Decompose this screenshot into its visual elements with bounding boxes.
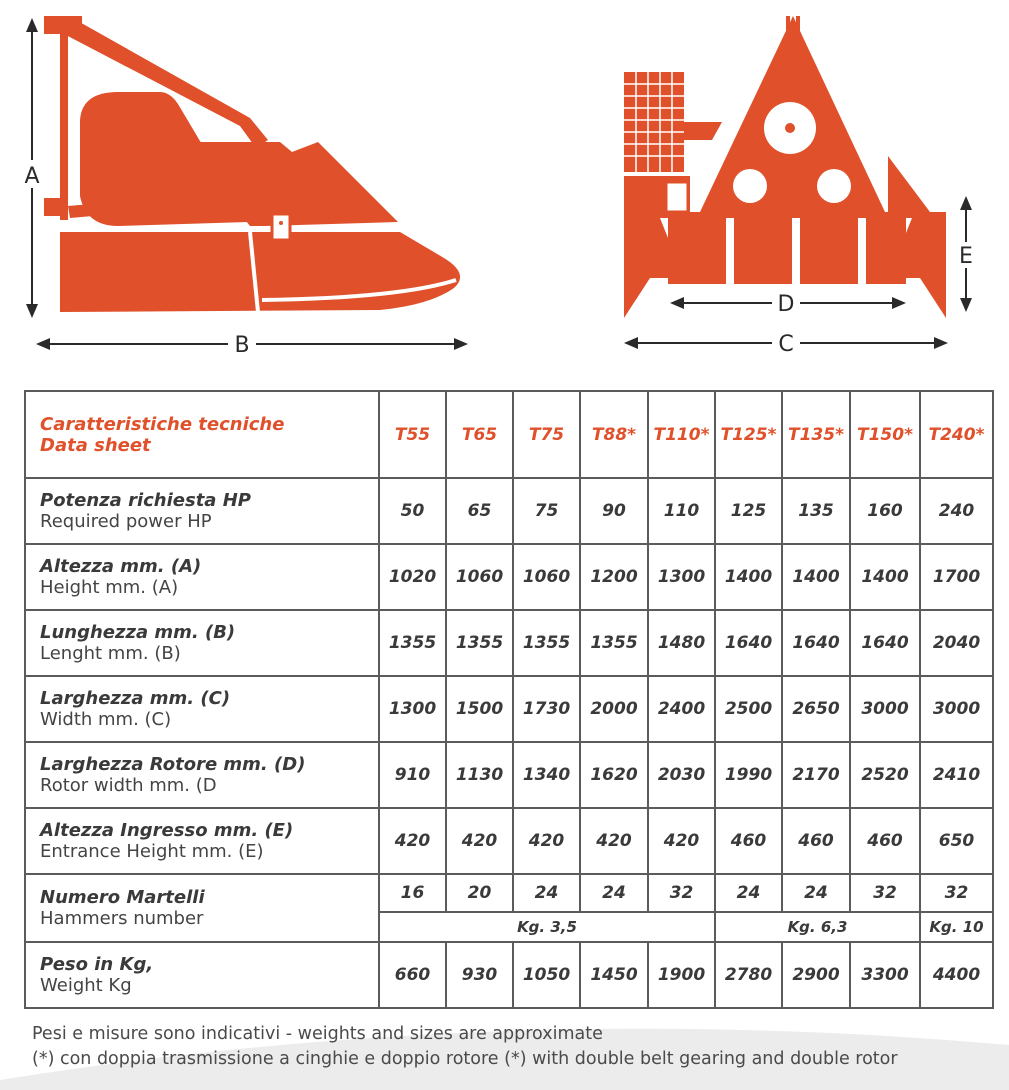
table-cell: 2520	[850, 742, 920, 808]
footnote-double-rotor: (*) con doppia trasmissione a cinghie e doppio rotore (*) with double belt gearing and double rotor	[32, 1049, 898, 1069]
row-label-en: Weight Kg	[40, 975, 132, 996]
table-cell: 460	[715, 808, 782, 874]
table-cell: 90	[580, 478, 648, 544]
table-cell: 1300	[379, 676, 446, 742]
table-row-hammers	[25, 874, 993, 912]
table-cell: 1200	[580, 544, 648, 610]
header-label-it: Caratteristiche tecniche	[40, 413, 285, 435]
model-header: T75	[513, 391, 580, 478]
model-header: T135*	[782, 391, 850, 478]
table-cell: 660	[379, 942, 446, 1008]
row-label-en: Entrance Height mm. (E)	[40, 841, 264, 862]
table-cell: 1730	[513, 676, 580, 742]
row-label-en: Height mm. (A)	[40, 577, 179, 598]
table-cell: 2040	[920, 610, 993, 676]
row-label	[25, 676, 379, 742]
footnote-approximate: Pesi e misure sono indicativi - weights and sizes are approximate	[32, 1024, 603, 1044]
model-header: T125*	[715, 391, 782, 478]
table-cell: 4400	[920, 942, 993, 1008]
table-row-length	[25, 610, 993, 676]
table-cell: 75	[513, 478, 580, 544]
row-label-en: Width mm. (C)	[40, 709, 172, 730]
table-cell: 1990	[715, 742, 782, 808]
table-cell: 420	[446, 808, 513, 874]
table-cell: 1020	[379, 544, 446, 610]
row-label-en: Required power HP	[40, 511, 212, 532]
table-cell: 2650	[782, 676, 850, 742]
model-header: T110*	[648, 391, 715, 478]
footnotes	[32, 1022, 898, 1072]
table-cell: 1400	[782, 544, 850, 610]
table-header-row	[25, 391, 993, 478]
table-cell: 650	[920, 808, 993, 874]
pulley-left-icon	[733, 169, 767, 203]
model-header: T88*	[580, 391, 648, 478]
table-cell: 1640	[850, 610, 920, 676]
table-cell: 32	[920, 874, 993, 912]
row-label	[25, 742, 379, 808]
table-cell: 1640	[715, 610, 782, 676]
table-cell: 1060	[513, 544, 580, 610]
table-row-power	[25, 478, 993, 544]
side-view-diagram	[0, 0, 500, 370]
table-cell: 1355	[379, 610, 446, 676]
table-cell: 1500	[446, 676, 513, 742]
hammer-weight-cell: Kg. 10	[920, 912, 993, 942]
row-label-it: Potenza richiesta HP	[40, 490, 251, 511]
row-label	[25, 808, 379, 874]
hammer-weight-cell: Kg. 3,5	[379, 912, 715, 942]
table-cell: 3300	[850, 942, 920, 1008]
row-label-it: Larghezza Rotore mm. (D)	[40, 754, 306, 775]
row-label-it: Larghezza mm. (C)	[40, 688, 231, 709]
table-cell: 1130	[446, 742, 513, 808]
table-cell: 1355	[446, 610, 513, 676]
table-cell: 2030	[648, 742, 715, 808]
table-cell: 2400	[648, 676, 715, 742]
table-cell: 420	[379, 808, 446, 874]
table-cell: 2170	[782, 742, 850, 808]
hammer-weight-cell: Kg. 6,3	[715, 912, 920, 942]
row-label-it: Lunghezza mm. (B)	[40, 622, 236, 643]
table-cell: 460	[782, 808, 850, 874]
table-cell: 240	[920, 478, 993, 544]
table-cell: 1355	[513, 610, 580, 676]
table-cell: 1060	[446, 544, 513, 610]
table-cell: 2500	[715, 676, 782, 742]
table-cell: 1900	[648, 942, 715, 1008]
table-cell: 160	[850, 478, 920, 544]
table-cell: 1355	[580, 610, 648, 676]
table-cell: 135	[782, 478, 850, 544]
row-label-en: Hammers number	[40, 908, 204, 929]
row-label	[25, 478, 379, 544]
table-cell: 2410	[920, 742, 993, 808]
table-cell: 24	[782, 874, 850, 912]
row-label	[25, 544, 379, 610]
table-cell: 50	[379, 478, 446, 544]
spec-table	[24, 390, 994, 1009]
dimension-label-c: C	[778, 332, 794, 357]
table-row-entrance-height	[25, 808, 993, 874]
table-cell: 1640	[782, 610, 850, 676]
model-header: T65	[446, 391, 513, 478]
table-cell: 1300	[648, 544, 715, 610]
table-cell: 32	[850, 874, 920, 912]
header-label-en: Data sheet	[40, 434, 151, 456]
table-cell: 1700	[920, 544, 993, 610]
table-cell: 1480	[648, 610, 715, 676]
table-cell: 24	[715, 874, 782, 912]
model-header: T55	[379, 391, 446, 478]
table-cell: 1620	[580, 742, 648, 808]
dimension-label-d: D	[777, 292, 795, 317]
table-cell: 420	[580, 808, 648, 874]
table-cell: 20	[446, 874, 513, 912]
table-cell: 3000	[850, 676, 920, 742]
row-label-it: Peso in Kg,	[40, 954, 154, 975]
row-label-en: Rotor width mm. (D	[40, 775, 217, 796]
table-row-rotor-width	[25, 742, 993, 808]
row-label-en: Lenght mm. (B)	[40, 643, 181, 664]
table-cell: 16	[379, 874, 446, 912]
front-view-diagram	[600, 0, 1009, 370]
dimension-label-a: A	[24, 164, 40, 189]
table-cell: 420	[513, 808, 580, 874]
row-label-it: Numero Martelli	[40, 887, 205, 908]
table-cell: 110	[648, 478, 715, 544]
table-cell: 1050	[513, 942, 580, 1008]
table-cell: 420	[648, 808, 715, 874]
table-row-height	[25, 544, 993, 610]
table-header-label	[25, 391, 379, 478]
table-cell: 1400	[715, 544, 782, 610]
table-cell: 24	[513, 874, 580, 912]
table-cell: 2900	[782, 942, 850, 1008]
table-cell: 125	[715, 478, 782, 544]
table-cell: 1340	[513, 742, 580, 808]
model-header: T150*	[850, 391, 920, 478]
model-header: T240*	[920, 391, 993, 478]
table-cell: 2000	[580, 676, 648, 742]
table-row-weight	[25, 942, 993, 1008]
table-cell: 2780	[715, 942, 782, 1008]
table-cell: 65	[446, 478, 513, 544]
table-cell: 910	[379, 742, 446, 808]
table-cell: 460	[850, 808, 920, 874]
table-cell: 930	[446, 942, 513, 1008]
dimension-label-e: E	[959, 244, 973, 269]
row-label-it: Altezza Ingresso mm. (E)	[40, 820, 294, 841]
pulley-right-icon	[817, 169, 851, 203]
row-label	[25, 610, 379, 676]
table-cell: 1450	[580, 942, 648, 1008]
table-cell: 3000	[920, 676, 993, 742]
row-label	[25, 942, 379, 1008]
table-row-width	[25, 676, 993, 742]
table-cell: 1400	[850, 544, 920, 610]
dimension-label-b: B	[234, 333, 250, 358]
table-cell: 32	[648, 874, 715, 912]
row-label	[25, 874, 379, 942]
table-cell: 24	[580, 874, 648, 912]
row-label-it: Altezza mm. (A)	[40, 556, 202, 577]
